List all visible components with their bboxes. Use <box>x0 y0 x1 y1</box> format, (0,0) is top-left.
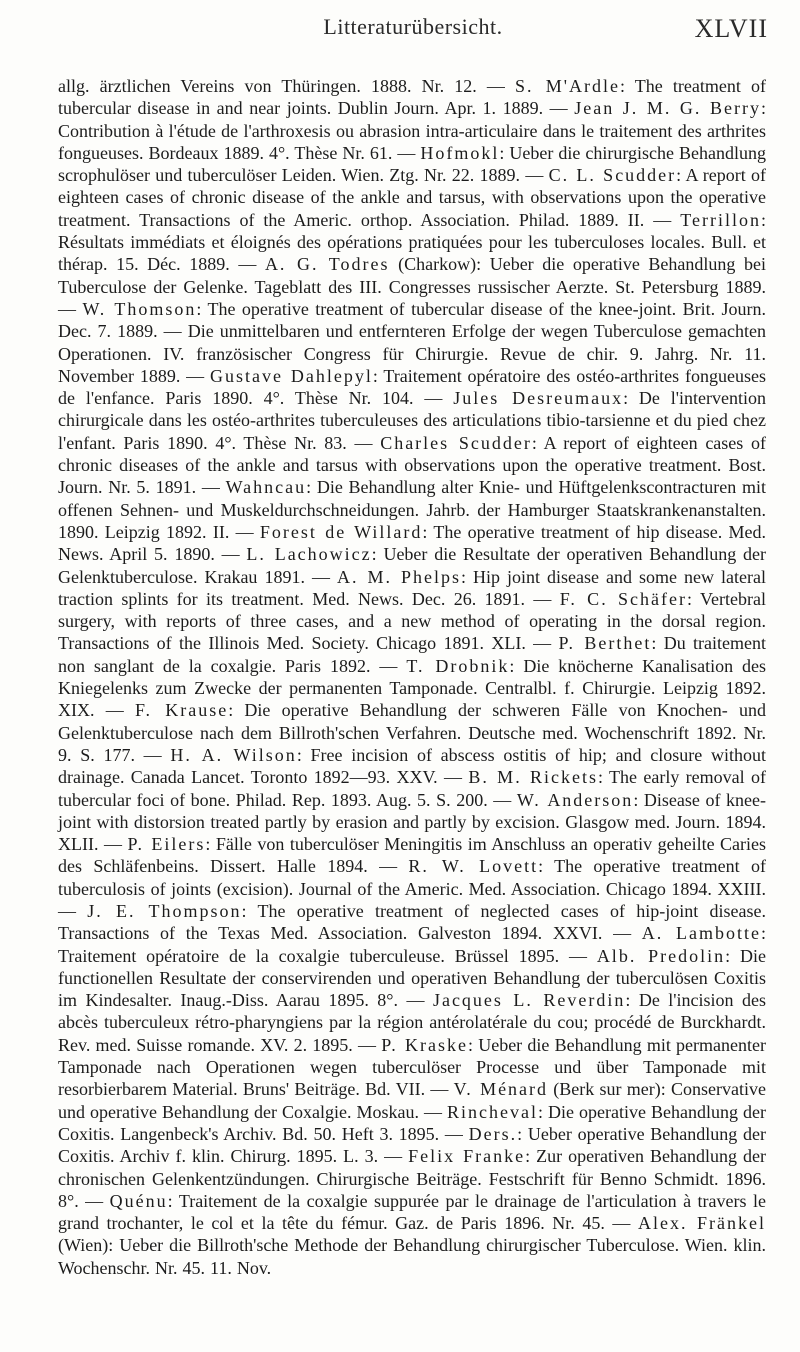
citation-text: : The treatment of tubercular disease in and near joints. Dublin Journ. Apr. 1. 1889. — <box>58 76 766 119</box>
author-name: F. C. Schäfer <box>559 588 688 609</box>
author-name: L. Lachowicz <box>246 544 372 565</box>
author-name: Gustave Dahlepyl <box>210 365 373 386</box>
author-name: Felix Franke <box>408 1146 526 1167</box>
bibliography-paragraph <box>58 75 766 1279</box>
citation-text: : De l'incision des abcès tuberculeux rétro-pharyngiens par la région antérolatérale du cou; procédé de Burckhardt. Rev. med. Suisse romande. XV. 2. 1895. — <box>58 990 766 1055</box>
citation-text: : Fälle von tuberculöser Meningitis im Anschluss an operativ geheilte Caries des Schläfenbeins. Dissert. Halle 1894. — <box>58 834 767 877</box>
citation-text: : Zur operativen Behandlung der chronischen Gelenkentzündungen. Chirurgische Beiträge. Festschrift für Benno Schmidt. 1896. 8°. — <box>58 1146 766 1211</box>
citation-text: allg. ärztlichen Vereins von Thüringen. 1888. Nr. 12. — <box>58 76 516 96</box>
citation-text: : Die Behandlung alter Knie- und Hüftgelenkscontracturen mit offenen Sehnen- und Muskeldurchschneidungen. Jahrb. der Hamburger Staatskrankenanstalten. 1890. Leipzig 1892. II. — <box>58 477 766 542</box>
citation-text: : Free incision of abscess ostitis of hip; and closure without drainage. Canada Lancet. Toronto 1892—93. XXV. — <box>58 744 766 788</box>
citation-text: : Ueber die chirurgische Behandlung scrophulöser und tuberculöser Leiden. Wien. Ztg. Nr. 22. 1889. — <box>58 142 766 186</box>
citation-text: : Contribution à l'étude de l'arthroxesis ou abrasion intra-articulaire dans le traitement des arthrites fongueuses. Bordeaux 1889. 4°. Thèse Nr. 61. — <box>58 98 766 163</box>
citation-text: : Du traitement non sanglant de la coxalgie. Paris 1892. — <box>58 633 767 676</box>
author-name: T. Drobnik <box>406 655 510 676</box>
author-name: W. Thomson <box>82 298 197 319</box>
citation-text: : The operative treatment of tubercular disease of the knee-joint. Brit. Journ. Dec. 7. 1889. — Die unmittelbaren und entfernteren Erfolge der wegen Tuberculose gemachten Operationen. IV. französischer Congress für Chirurgie. Revue de chir. 9. Jahrg. Nr. 11. November 1889. — <box>58 298 767 386</box>
author-name: Forest de Willard <box>259 521 423 542</box>
author-name: R. W. Lovett <box>408 856 539 877</box>
author-name: F. Krause <box>134 700 229 721</box>
author-name: P. Berthet <box>558 633 652 654</box>
author-name: C. L. Scudder <box>548 165 677 186</box>
author-name: Jean J. M. G. Berry <box>574 98 761 119</box>
author-name: Wahncau <box>225 477 307 498</box>
citation-text: : Die functionellen Resultate der conservirenden und operativen Behandlung der tuberculösen Coxitis im Kindesalter. Inaug.-Diss. Aarau 1895. 8°. — <box>58 945 766 1011</box>
running-title: Litteraturübersicht. <box>323 14 503 39</box>
author-name: Quénu <box>109 1190 168 1211</box>
citation-text: : Die operative Behandlung der Coxitis. Langenbeck's Archiv. Bd. 50. Heft 3. 1895. — <box>58 1101 766 1144</box>
author-name: Alb. Predolin <box>596 945 726 966</box>
author-name: A. G. Todres <box>264 254 390 275</box>
author-name: S. M'Ardle <box>515 76 620 96</box>
author-name: W. Anderson <box>516 789 634 810</box>
author-name: Rincheval <box>447 1101 539 1122</box>
page-number: XLVII <box>694 14 768 43</box>
author-name: H. A. Wilson <box>170 744 297 765</box>
author-name: Hofmokl <box>420 142 500 163</box>
author-name: B. M. Rickets <box>468 767 599 788</box>
citation-text: : Disease of knee-joint with distorsion treated partly by erasion and partly by excision. Glasgow med. Journ. 1894. XLII. — <box>58 789 766 855</box>
citation-text: : Hip joint disease and some new lateral traction splints for its treatment. Med. News. Dec. 26. 1891. — <box>58 566 767 609</box>
citation-text: (Wien): Ueber die Billroth'sche Methode der Behandlung chirurgischer Tuberculose. Wien. klin. Wochenschr. Nr. 45. 11. Nov. <box>58 1235 766 1278</box>
author-name: Jacques L. Reverdin <box>432 990 626 1011</box>
author-name: Ders. <box>468 1123 518 1144</box>
citation-text: : The operative treatment of hip disease. Med. News. April 5. 1890. — <box>58 521 767 565</box>
citation-text: (Charkow): Ueber die operative Behandlung bei Tuberculose der Gelenke. Tageblatt des III. Congresses russischer Aerzte. St. Petersburg 1889. — <box>58 254 766 319</box>
citation-text: : Die knöcherne Kanalisation des Kniegelenks zum Zwecke der permanenten Tamponade. Centralbl. f. Chirurgie. Leipzig 1892. XIX. — <box>58 655 766 721</box>
author-name: V. Ménard <box>453 1079 549 1100</box>
running-head <box>58 14 768 54</box>
citation-text: : A report of eighteen cases of chronic diseases of the ankle and tarsus with observations upon the operative treatment. Bost. Journ. Nr. 5. 1891. — <box>58 432 766 498</box>
citation-text: : Traitement de la coxalgie suppurée par le drainage de l'articulation à travers le grand trochanter, le col et la tête du fémur. Gaz. de Paris 1896. Nr. 45. — <box>58 1190 766 1234</box>
author-name: J. E. Thompson <box>87 900 242 921</box>
bibliography-text <box>58 75 766 1279</box>
citation-text: : The operative treatment of tuberculosis of joints (excision). Journal of the Americ. Med. Association. Chicago 1894. XXIII. — <box>58 856 766 921</box>
author-name: P. Eilers <box>127 834 206 855</box>
author-name: Terrillon <box>680 209 761 230</box>
citation-text: : Résultats immédiats et éloignés des opérations pratiquées pour les tuberculoses locales. Bull. et thérap. 15. Déc. 1889. — <box>58 209 766 275</box>
citation-text: : De l'intervention chirurgicale dans les ostéo-arthrites tuberculeuses des articulations tibio-tarsienne et du pied chez l'enfant. Paris 1890. 4°. Thèse Nr. 83. — <box>58 388 766 453</box>
citation-text: (Berk sur mer): Conservative und operative Behandlung der Coxalgie. Moskau. — <box>58 1079 767 1122</box>
author-name: Charles Scudder <box>380 432 532 453</box>
citation-text: : Vertebral surgery, with reports of three cases, and a new method of operating in the dorsal region. Transactions of the Illinois Med. Society. Chicago 1891. XLI. — <box>58 588 767 654</box>
author-name: Alex. Fränkel <box>637 1213 766 1234</box>
citation-text: : Ueber die Resultate der operativen Behandlung der Gelenktuberculose. Krakau 1891. — <box>58 544 766 587</box>
author-name: P. Kraske <box>381 1034 468 1055</box>
citation-text: : Die operative Behandlung der schweren Fälle von Knochen- und Gelenktuberculose nach dem Billroth'schen Verfahren. Deutsche med. Wochenschrift 1892. Nr. 9. S. 177. — <box>58 700 766 765</box>
citation-text: : Ueber operative Behandlung der Coxitis. Archiv f. klin. Chirurg. 1895. L. 3. — <box>58 1123 767 1167</box>
author-name: A. M. Phelps <box>336 566 462 587</box>
citation-text: : A report of eighteen cases of chronic disease of the ankle and tarsus, with observations upon the operative treatment. Transactions of the Americ. orthop. Association. Philad. 1889. II. — <box>58 165 766 230</box>
author-name: A. Lambotte <box>641 923 761 944</box>
citation-text: : The operative treatment of neglected cases of hip-joint disease. Transactions of the Texas Med. Association. Galveston 1894. XXVI. — <box>58 900 766 944</box>
citation-text: : The early removal of tubercular foci of bone. Philad. Rep. 1893. Aug. 5. S. 200. — <box>58 767 766 810</box>
citation-text: : Traitement opératoire des ostéo-arthrites fongueuses de l'enfance. Paris 1890. 4°. Thèse Nr. 104. — <box>58 365 766 409</box>
citation-text: : Traitement opératoire de la coxalgie tuberculeuse. Brüssel 1895. — <box>58 923 766 966</box>
citation-text: : Ueber die Behandlung mit permanenter Tamponade nach Operationen wegen tuberculöser Processe und über Tamponade mit resorbierbarem Material. Bruns' Beiträge. Bd. VII. — <box>58 1034 766 1100</box>
author-name: Jules Desreumaux <box>453 388 624 409</box>
